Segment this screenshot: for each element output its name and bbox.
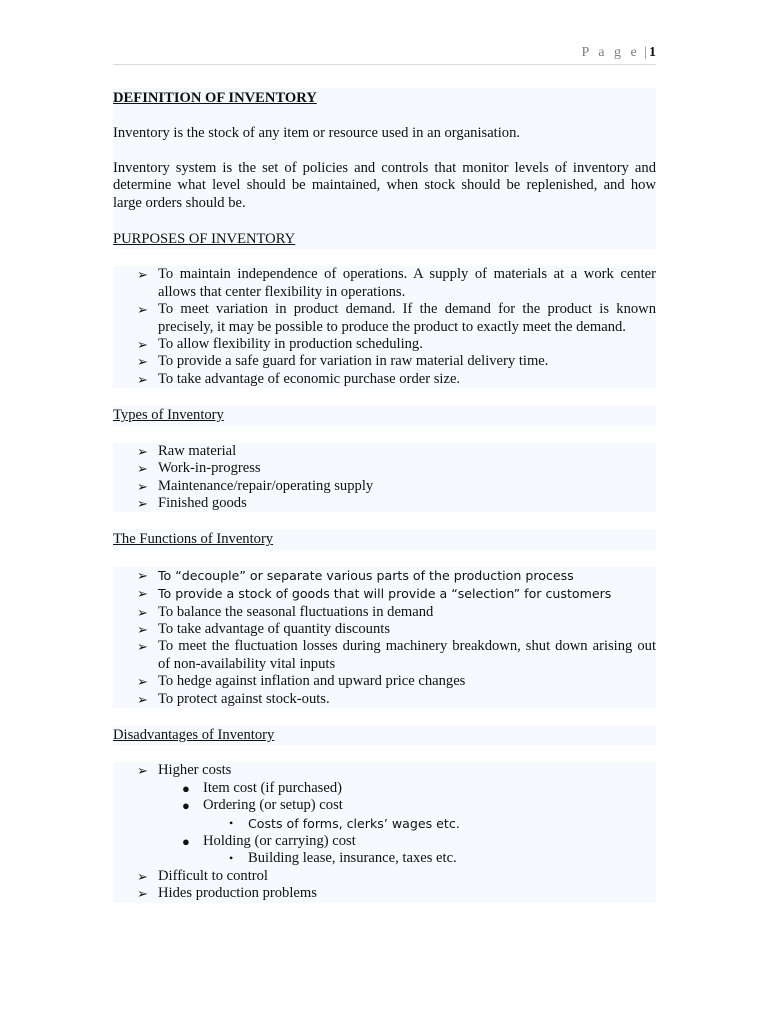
page-label: P a g e (581, 45, 640, 60)
arrow-bullet-icon: ➢ (137, 763, 148, 779)
page-header (113, 44, 656, 65)
small-dot-bullet-icon: • (229, 851, 234, 866)
small-dot-bullet-icon: • (229, 815, 234, 830)
arrow-bullet-icon: ➢ (137, 567, 148, 583)
arrow-bullet-icon: ➢ (137, 267, 148, 283)
arrow-bullet-icon: ➢ (137, 674, 148, 690)
list-item: ➢ To hedge against inflation and upward price changes (137, 673, 466, 690)
arrow-bullet-icon: ➢ (137, 371, 148, 387)
definition-paragraph-2: Inventory system is the set of policies and controls that monitor levels of inventory and determine what level should be maintained, when stock should be replenished, and how large orders should be. (113, 159, 656, 211)
list-item: ➢ Work-in-progress (137, 460, 261, 477)
dot-bullet-icon: ● (182, 780, 190, 796)
purposes-list (113, 266, 656, 388)
types-section (113, 443, 656, 513)
functions-list (113, 567, 656, 708)
list-item: ➢ Hides production problems (137, 885, 317, 902)
purposes-heading: PURPOSES OF INVENTORY (113, 231, 296, 248)
types-heading: Types of Inventory (113, 407, 224, 424)
list-item: • Costs of forms, clerks’ wages etc. (229, 815, 460, 831)
definition-heading: DEFINITION OF INVENTORY (113, 90, 317, 106)
functions-section (113, 567, 656, 708)
arrow-bullet-icon: ➢ (137, 495, 148, 511)
arrow-bullet-icon: ➢ (137, 302, 148, 318)
definition-section (113, 88, 656, 249)
arrow-bullet-icon: ➢ (137, 354, 148, 370)
page-separator: | (644, 45, 647, 60)
list-item: ➢ Maintenance/repair/operating supply (137, 477, 374, 494)
purposes-section (113, 266, 656, 388)
functions-heading: The Functions of Inventory (113, 531, 274, 548)
dot-bullet-icon: ● (182, 834, 190, 849)
list-item: ● Ordering (or setup) cost • Costs of forms, clerks’ wages etc. (182, 797, 656, 833)
list-item: ➢ Higher costs ● Item cost (if purchased) ● Ordering (or setup) cost • Costs of forms, clerks’ wages etc. ● Holding (or carrying) cost • Building lease, insurance, taxes etc. (137, 762, 656, 867)
disadvantages-heading: Disadvantages of Inventory (113, 726, 275, 743)
document-body (113, 88, 656, 903)
arrow-bullet-icon: ➢ (137, 868, 148, 884)
list-item: ➢ Difficult to control (137, 867, 268, 884)
dot-bullet-icon: ● (182, 798, 190, 814)
list-item: ➢ To “decouple” or separate various parts of the production process (137, 567, 574, 583)
arrow-bullet-icon: ➢ (137, 478, 148, 494)
arrow-bullet-icon: ➢ (137, 639, 148, 655)
cost-sublist (158, 780, 656, 868)
arrow-bullet-icon: ➢ (137, 621, 148, 637)
arrow-bullet-icon: ➢ (137, 604, 148, 620)
list-item: ➢ To meet the fluctuation losses during machinery breakdown, shut down arising out of non-availability vital inputs (137, 638, 656, 672)
list-item: ➢ To protect against stock-outs. (137, 690, 330, 707)
list-item: ➢ To provide a safe guard for variation in raw material delivery time. (137, 353, 549, 370)
list-item: ➢ To take advantage of quantity discounts (137, 620, 391, 637)
definition-paragraph-1: Inventory is the stock of any item or resource used in an organisation. (113, 125, 521, 142)
list-item: ➢ To balance the seasonal fluctuations in demand (137, 603, 434, 620)
list-item: • Building lease, insurance, taxes etc. (229, 850, 457, 867)
list-item: ➢ To provide a stock of goods that will provide a “selection” for customers (137, 586, 612, 602)
arrow-bullet-icon: ➢ (137, 886, 148, 902)
list-item: ➢ Finished goods (137, 494, 247, 511)
disadvantages-list (113, 762, 656, 902)
disadvantages-section (113, 762, 656, 902)
list-item: ➢ Raw material (137, 442, 237, 459)
list-item: ➢ To take advantage of economic purchase order size. (137, 370, 461, 387)
page-number: 1 (649, 45, 656, 60)
arrow-bullet-icon: ➢ (137, 586, 148, 602)
list-item: ● Item cost (if purchased) (182, 779, 342, 796)
list-item: ● Holding (or carrying) cost • Building lease, insurance, taxes etc. (182, 833, 656, 868)
list-item: ➢ To allow flexibility in production scheduling. (137, 336, 423, 353)
list-item: ➢ To maintain independence of operations. A supply of materials at a work center allows that center flexibility in operations. (137, 266, 656, 300)
disadvantages-heading-block (113, 725, 656, 745)
types-list (113, 443, 656, 513)
arrow-bullet-icon: ➢ (137, 691, 148, 707)
arrow-bullet-icon: ➢ (137, 443, 148, 459)
arrow-bullet-icon: ➢ (137, 461, 148, 477)
list-item: ➢ To meet variation in product demand. If the demand for the product is known precisely, it may be possible to produce the product to exactly meet the demand. (137, 301, 656, 335)
types-heading-block (113, 405, 656, 425)
functions-heading-block (113, 529, 656, 549)
arrow-bullet-icon: ➢ (137, 337, 148, 353)
